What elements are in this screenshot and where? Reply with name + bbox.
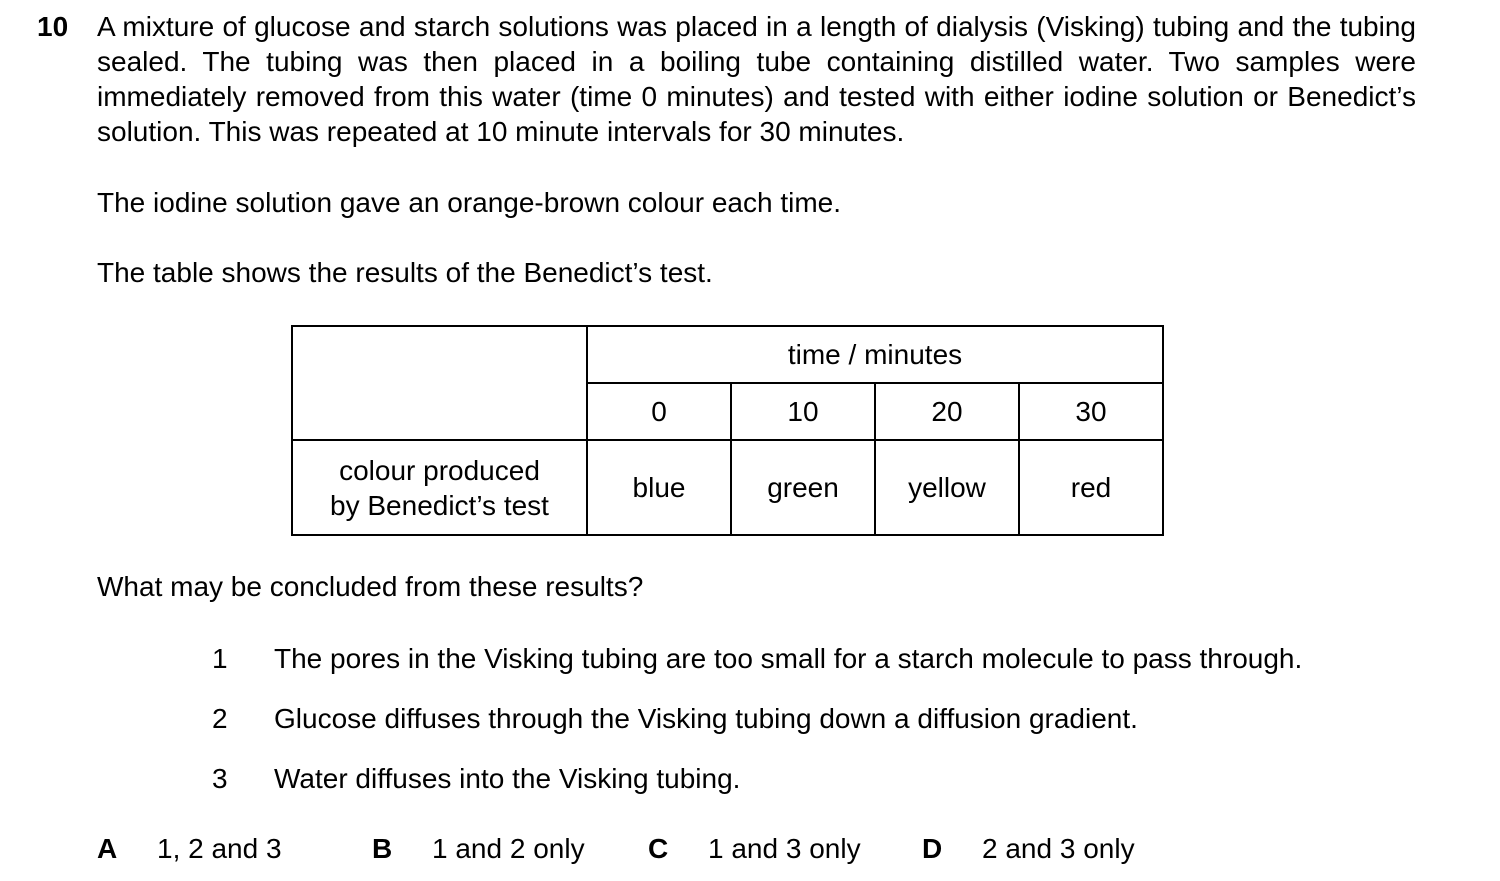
statement-item [212, 641, 1302, 676]
statement-item [212, 701, 1138, 736]
statement-number: 3 [212, 763, 228, 794]
answer-option-a[interactable] [97, 831, 282, 866]
conclusion-prompt: What may be concluded from these results? [97, 571, 644, 602]
table-intro-text: The table shows the results of the Benedict’s test. [97, 257, 713, 288]
answer-option-b[interactable] [372, 831, 585, 866]
option-letter: A [97, 833, 118, 864]
statement-item [212, 761, 740, 796]
statement-text: Glucose diffuses through the Visking tubing down a diffusion gradient. [274, 703, 1138, 734]
option-text: 1 and 3 only [708, 833, 861, 864]
row-label-line: by Benedict’s test [330, 489, 549, 521]
statement-number: 1 [212, 643, 228, 674]
table-corner-cell [292, 326, 587, 440]
option-text: 2 and 3 only [982, 833, 1135, 864]
row-label-cell [292, 440, 587, 535]
colour-cell: blue [587, 440, 731, 535]
time-header: time / minutes [587, 326, 1163, 383]
option-letter: B [372, 833, 393, 864]
statement-number: 2 [212, 703, 228, 734]
time-cell: 10 [731, 383, 875, 440]
benedicts-results-table [291, 325, 1164, 536]
colour-cell: red [1019, 440, 1163, 535]
option-text: 1, 2 and 3 [157, 833, 282, 864]
option-letter: D [922, 833, 943, 864]
option-letter: C [648, 833, 669, 864]
iodine-result-text: The iodine solution gave an orange-brown colour each time. [97, 187, 842, 218]
time-cell: 20 [875, 383, 1019, 440]
colour-cell: green [731, 440, 875, 535]
option-text: 1 and 2 only [432, 833, 585, 864]
colour-cell: yellow [875, 440, 1019, 535]
statement-text: Water diffuses into the Visking tubing. [274, 763, 741, 794]
answer-option-c[interactable] [648, 831, 861, 866]
statement-text: The pores in the Visking tubing are too small for a starch molecule to pass through. [274, 643, 1303, 674]
time-cell: 30 [1019, 383, 1163, 440]
row-label-line: colour produced [339, 454, 540, 486]
question-number: 10 [37, 11, 69, 42]
answer-option-d[interactable] [922, 831, 1135, 866]
time-cell: 0 [587, 383, 731, 440]
question-stem: A mixture of glucose and starch solutions was placed in a length of dialysis (Visking) tubing and the tubing sealed. The tubing was then placed in a boiling tube containing distilled water. Two samples were immediately removed from this water (time 0 minutes) and tested with either iodine solution or Benedict’s solution. This was repeated at 10 minute intervals for 30 minutes. [97, 11, 1416, 147]
